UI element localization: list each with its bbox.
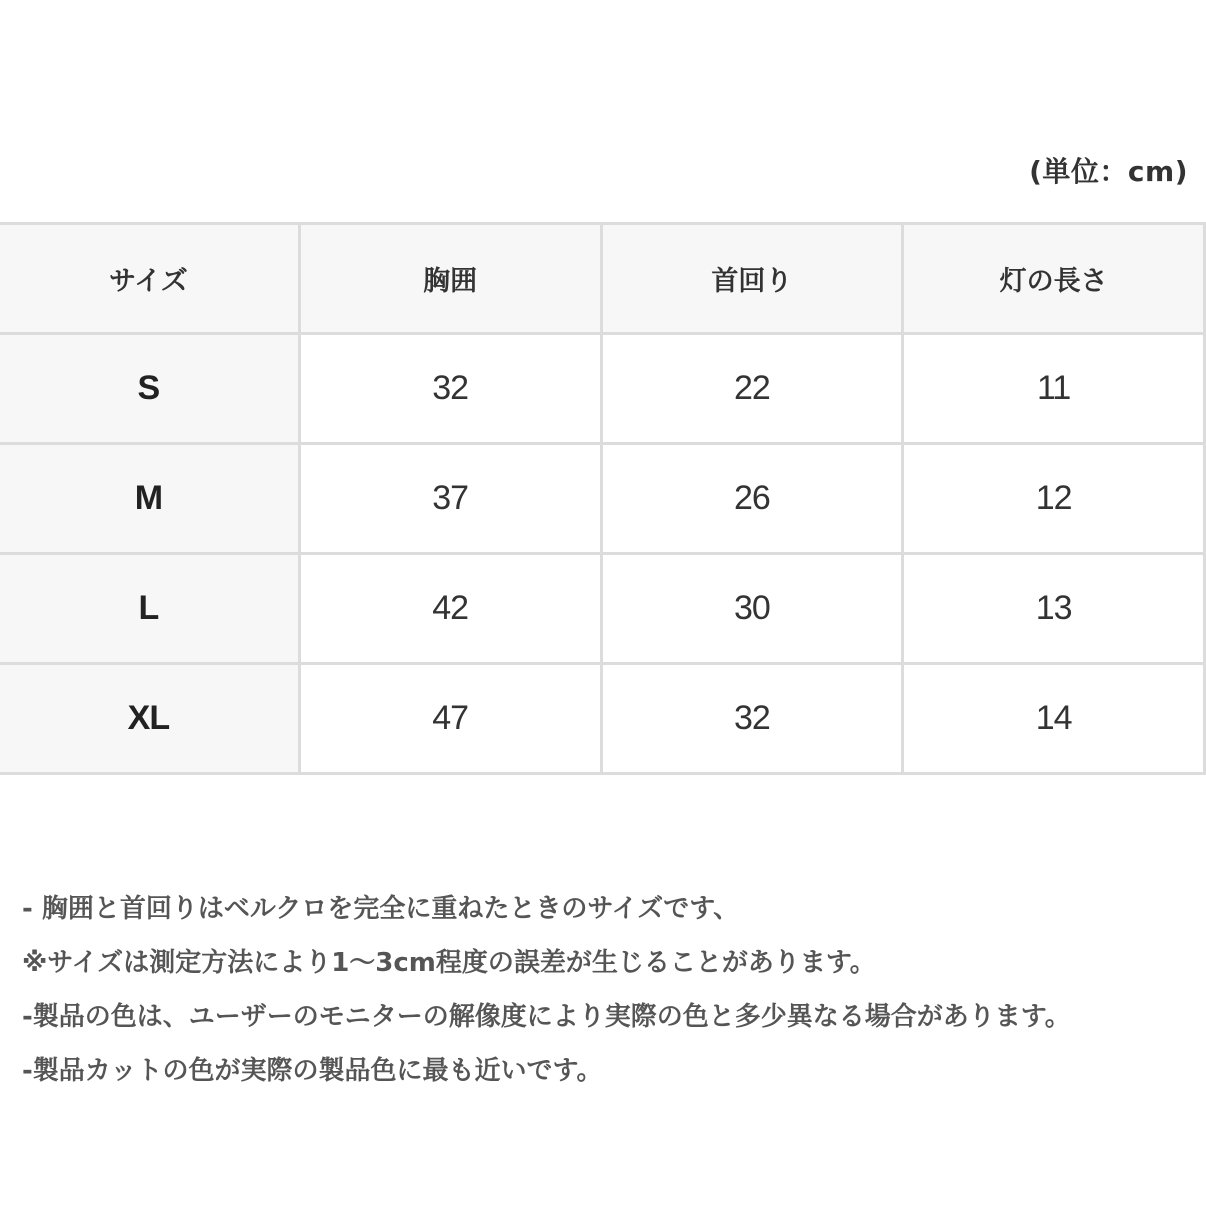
size-table: [0, 222, 1206, 775]
header-chest: 胸囲: [299, 224, 601, 334]
neck-cell: 26: [601, 444, 903, 554]
length-cell: 11: [903, 334, 1205, 444]
length-cell: 12: [903, 444, 1205, 554]
size-cell: M: [0, 444, 299, 554]
neck-cell: 32: [601, 664, 903, 774]
chest-cell: 47: [299, 664, 601, 774]
note-line: - 胸囲と首回りはベルクロを完全に重ねたときのサイズです、: [22, 894, 740, 924]
unit-label: (単位：cm): [1029, 155, 1188, 188]
chest-cell: 42: [299, 554, 601, 664]
header-size: サイズ: [0, 224, 299, 334]
neck-cell: 30: [601, 554, 903, 664]
table-header-row: [0, 224, 1205, 334]
note-line: ※サイズは測定方法により1～3cm程度の誤差が生じることがあります。: [22, 948, 876, 978]
neck-cell: 22: [601, 334, 903, 444]
note-line: -製品カットの色が実際の製品色に最も近いです。: [22, 1056, 603, 1086]
notes-section: [22, 882, 1192, 1098]
size-cell: S: [0, 334, 299, 444]
header-length: 灯の長さ: [903, 224, 1205, 334]
header-neck: 首回り: [601, 224, 903, 334]
table-row: [0, 554, 1205, 664]
chest-cell: 37: [299, 444, 601, 554]
length-cell: 13: [903, 554, 1205, 664]
size-cell: L: [0, 554, 299, 664]
size-cell: XL: [0, 664, 299, 774]
table-row: [0, 444, 1205, 554]
table-row: [0, 334, 1205, 444]
chest-cell: 32: [299, 334, 601, 444]
note-line: -製品の色は、ユーザーのモニターの解像度により実際の色と多少異なる場合があります。: [22, 1002, 1071, 1032]
table-row: [0, 664, 1205, 774]
length-cell: 14: [903, 664, 1205, 774]
